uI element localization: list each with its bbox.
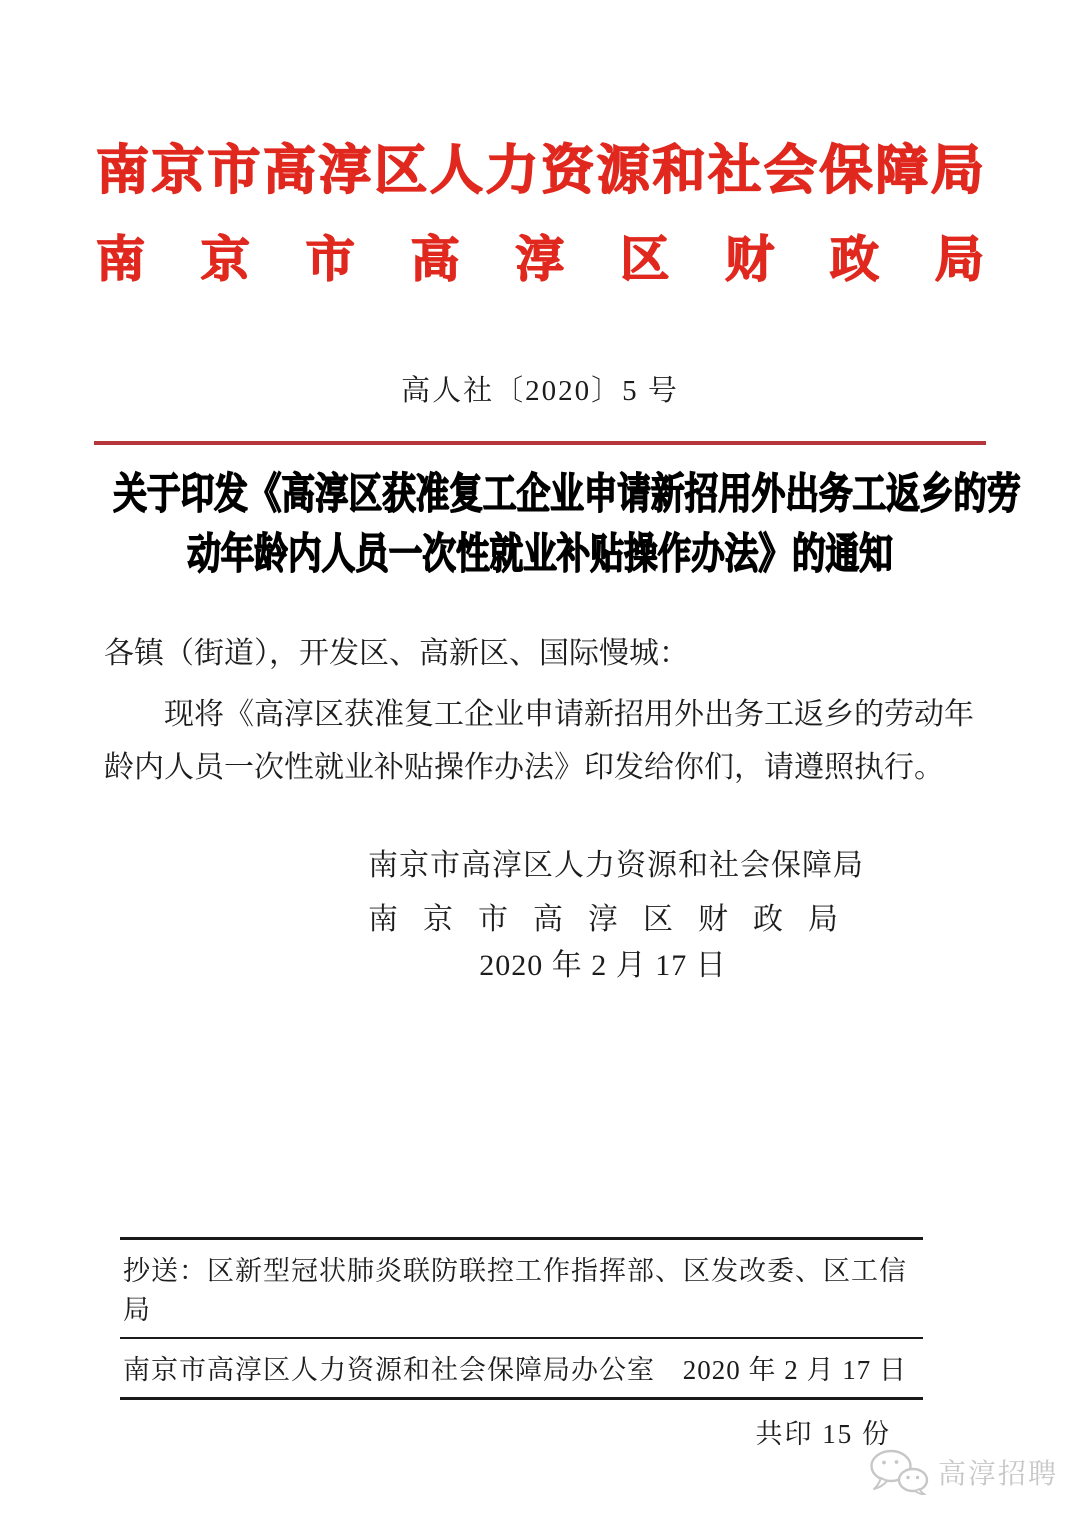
watermark-label: 高淳招聘 [937, 1458, 1058, 1489]
footer-issuer-row [120, 1339, 923, 1400]
signature-date: 2020 年 2 月 17 日 [479, 949, 727, 982]
title-line-2 [0, 524, 1080, 584]
document-title [0, 464, 1080, 584]
footer-block [120, 1237, 923, 1451]
salutation: 各镇（街道），开发区、高新区、国际慢城： [104, 637, 689, 670]
issuer-name: 南京市高淳区人力资源和社会保障局办公室 [123, 1355, 655, 1385]
header-org-line-1: 南 京 市 高 淳 区 人 力 资 源 和 社 会 保 障 局 [96, 142, 984, 200]
wechat-icon [869, 1449, 929, 1495]
issue-date: 2020 年 2 月 17 日 [682, 1355, 907, 1385]
signature-org-1: 南京市高淳区人力资源和社会保障局 [368, 849, 864, 882]
header-org-line-2: 南 京 市 高 淳 区 财 政 局 [96, 232, 984, 287]
signature-org-2: 南 京 市 高 淳 区 财 政 局 [368, 903, 838, 936]
footer-cc-row [120, 1240, 923, 1339]
print-count: 共印 15 份 [755, 1419, 891, 1449]
body-paragraph: 现将《高淳区获准复工企业申请新招用外出务工返乡的劳动年龄内人员一次性就业补贴操作办法》印发给你们，请遵照执行。 [104, 698, 974, 784]
wechat-watermark [869, 1449, 1058, 1495]
title-line-2-text: 动年龄内人员一次性就业补贴操作办法》的通知 [187, 530, 893, 577]
title-line-1 [0, 464, 1080, 524]
body-text [104, 632, 980, 794]
doc-number: 高人社〔2020〕5 号 [401, 375, 679, 407]
signature-block [368, 841, 864, 991]
footer-print-count-row [120, 1400, 923, 1451]
title-line-1-text: 关于印发《高淳区获准复工企业申请新招用外出务工返乡的劳 [113, 470, 1021, 517]
red-divider [94, 441, 986, 445]
cc-text: 抄送：区新型冠状肺炎联防联控工作指挥部、区发改委、区工信局 [123, 1256, 907, 1325]
